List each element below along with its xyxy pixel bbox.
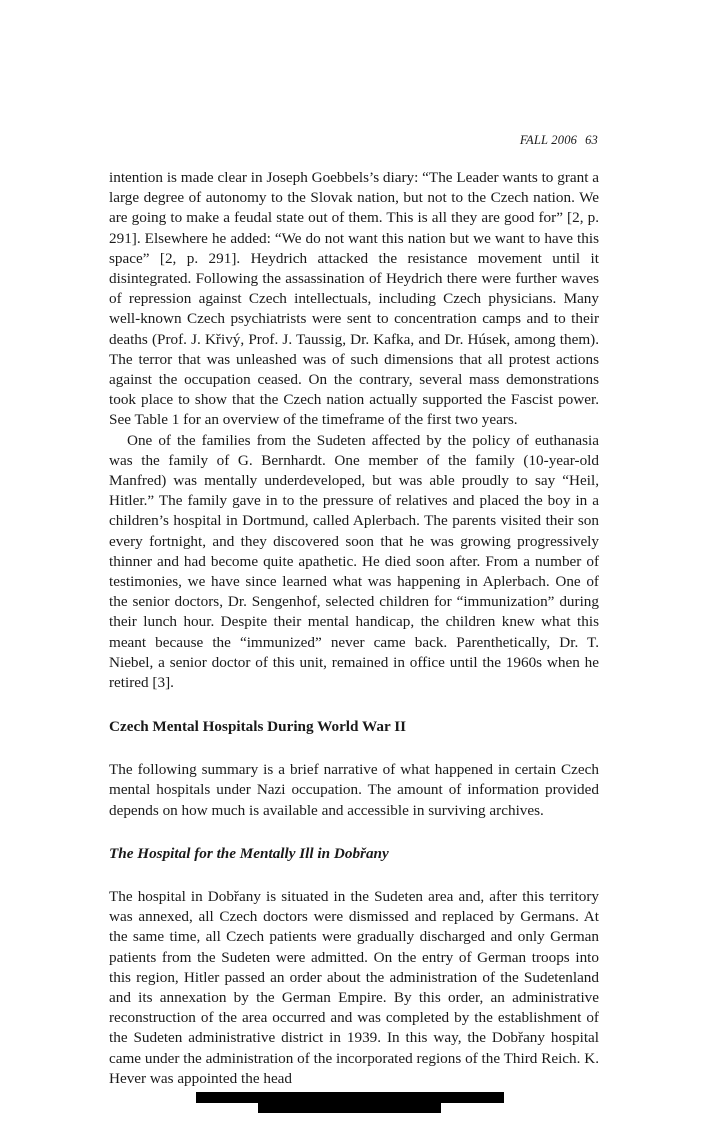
paragraph-goebbels-diary: intention is made clear in Joseph Goebbels’s diary: “The Leader wants to grant a large degree of autonomy to the Slovak nation, but not to the Czech nation. We are going to make a feudal state out of them. This is all they are good for” [2, p. 291]. Elsewhere he added: “We do not want this nation but we want to have this space” [2, p. 291]. Heydrich attacked the resistance movement until it disintegrated. Following the assassination of Heydrich there were further waves of repression against Czech intellectuals, including Czech physicians. Many well-known Czech psychiatrists were sent to concentration camps and to their deaths (Prof. J. Křivý, Prof. J. Taussig, Dr. Kafka, and Dr. Húsek, among them). The terror that was unleashed was of such dimensions that all protest actions against the occupation ceased. On the contrary, several mass demonstrations took place to show that the Czech nation actually supported the Fascist power. See Table 1 for an overview of the timeframe of the first two years. bbox=[109, 169, 599, 429]
redaction-bar bbox=[258, 1103, 441, 1113]
paragraph-summary: The following summary is a brief narrative of what happened in certain Czech mental hospitals under Nazi occupation. The amount of information provided depends on how much is available and accessible in surviving archives. bbox=[109, 761, 599, 819]
article-body bbox=[109, 168, 599, 1089]
paragraph-bernhardt-family: One of the families from the Sudeten affected by the policy of euthanasia was the family of G. Bernhardt. One member of the family (10-year-old Manfred) was mentally underdeveloped, but was able proudly to say “Heil, Hitler.” The family gave in to the pressure of relatives and placed the boy in a children’s hospital in Dortmund, called Aplerbach. The parents visited their son every fortnight, and they discovered soon that he was growing progressively thinner and had become quite apathetic. He died soon after. From a number of testimonies, we have since learned what was happening in Aplerbach. One of the senior doctors, Dr. Sengenhof, selected children for “immunization” during their lunch hour. Despite their mental handicap, the children knew what this meant because the “immunized” never came back. Parenthetically, Dr. T. Niebel, a senior doctor of this unit, remained in office until the 1960s when he retired [3]. bbox=[109, 431, 599, 692]
paragraph-dobrany-hospital: The hospital in Dobřany is situated in the Sudeten area and, after this territory was annexed, all Czech doctors were dismissed and replaced by Germans. At the same time, all Czech patients were gradually discharged and only German patients from the Sudeten were admitted. On the entry of German troops into this region, Hitler passed an order about the administration of the Sudetenland and its annexation by the German Empire. By this order, an administrative reconstruction of the area occurred and was completed by the establishment of the Sudeten administrative district in 1939. In this way, the Dobřany hospital came under the administration of the incorporated regions of the Third Reich. K. Hever was appointed the head bbox=[109, 887, 599, 1087]
journal-issue: FALL 2006 bbox=[519, 133, 578, 147]
subsection-heading: The Hospital for the Mentally Ill in Dobřany bbox=[109, 844, 389, 862]
redaction-bar bbox=[196, 1092, 504, 1103]
running-head bbox=[520, 133, 598, 148]
section-heading: Czech Mental Hospitals During World War II bbox=[109, 718, 407, 736]
page-number: 63 bbox=[585, 133, 598, 147]
